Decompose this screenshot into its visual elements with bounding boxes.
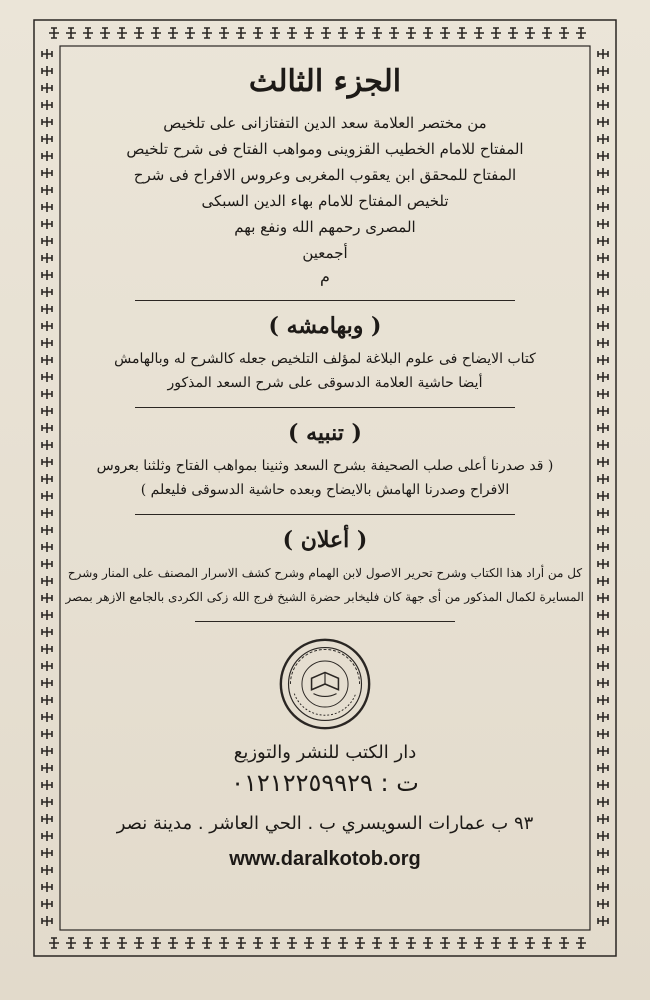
border-motif	[598, 219, 608, 229]
border-motif	[598, 83, 608, 93]
border-motif	[117, 28, 127, 38]
border-motif	[598, 610, 608, 620]
border-motif	[134, 938, 144, 948]
border-motif	[406, 938, 416, 948]
border-motif	[598, 814, 608, 824]
border-motif	[42, 49, 52, 59]
border-motif	[42, 644, 52, 654]
border-motif	[598, 576, 608, 586]
intro-line: أجمعين	[302, 244, 348, 262]
border-motif	[42, 780, 52, 790]
border-motif	[219, 28, 229, 38]
border-motif	[66, 938, 76, 948]
border-motif	[598, 508, 608, 518]
border-motif	[598, 899, 608, 909]
border-motif	[42, 474, 52, 484]
border-motif	[598, 457, 608, 467]
border-motif	[576, 938, 586, 948]
divider-rule	[135, 514, 515, 515]
border-motif	[287, 28, 297, 38]
border-motif	[576, 28, 586, 38]
border-motif	[598, 542, 608, 552]
border-motif	[598, 49, 608, 59]
border-motif	[598, 491, 608, 501]
border-motif	[598, 168, 608, 178]
border-motif	[42, 593, 52, 603]
border-motif	[49, 28, 59, 38]
border-motif	[372, 938, 382, 948]
border-motif	[598, 916, 608, 926]
intro-line: تلخيص المفتاح للامام بهاء الدين السبكى	[201, 192, 449, 210]
intro-line: من مختصر العلامة سعد الدين التفتازانى على تلخيص	[163, 114, 487, 132]
border-motif	[598, 695, 608, 705]
border-motif	[42, 899, 52, 909]
border-motif	[598, 644, 608, 654]
publisher-name: دار الكتب للنشر والتوزيع	[233, 742, 417, 763]
border-motif	[42, 440, 52, 450]
border-motif	[338, 28, 348, 38]
border-motif	[508, 938, 518, 948]
divider-rule	[135, 407, 515, 408]
border-motif	[42, 219, 52, 229]
border-motif	[42, 151, 52, 161]
border-motif	[598, 780, 608, 790]
border-motif	[134, 28, 144, 38]
border-motif	[559, 938, 569, 948]
border-motif	[42, 491, 52, 501]
border-motif	[321, 28, 331, 38]
border-motif	[423, 28, 433, 38]
border-motif	[598, 763, 608, 773]
border-motif	[42, 763, 52, 773]
publisher-stamp	[66, 636, 584, 732]
border-motif	[42, 168, 52, 178]
border-motif	[598, 66, 608, 76]
border-motif	[598, 100, 608, 110]
border-motif	[598, 151, 608, 161]
border-motif	[151, 938, 161, 948]
border-motif	[598, 729, 608, 739]
border-motif	[185, 938, 195, 948]
border-motif	[253, 28, 263, 38]
border-motif	[42, 372, 52, 382]
border-motif	[598, 746, 608, 756]
border-motif	[185, 28, 195, 38]
border-motif	[117, 938, 127, 948]
border-motif	[457, 28, 467, 38]
border-motif	[42, 865, 52, 875]
border-motif	[304, 28, 314, 38]
border-motif	[598, 678, 608, 688]
intro-line: المصرى رحمهم الله ونفع بهم	[234, 218, 416, 236]
border-motif	[42, 729, 52, 739]
border-motif	[598, 882, 608, 892]
border-motif	[42, 814, 52, 824]
border-motif	[440, 28, 450, 38]
border-motif	[474, 938, 484, 948]
border-motif	[598, 661, 608, 671]
border-motif	[42, 661, 52, 671]
border-motif	[598, 117, 608, 127]
border-motif	[236, 938, 246, 948]
border-motif	[598, 372, 608, 382]
border-motif	[338, 938, 348, 948]
border-motif	[372, 28, 382, 38]
border-motif	[42, 100, 52, 110]
border-motif	[42, 848, 52, 858]
border-motif	[42, 270, 52, 280]
announcement-heading: ( أعلان )	[282, 527, 368, 553]
border-motif	[42, 712, 52, 722]
border-motif	[83, 28, 93, 38]
border-motif	[355, 938, 365, 948]
intro-end-mark: م	[320, 267, 330, 286]
border-motif	[42, 321, 52, 331]
notice-line: الافراح وصدرنا الهامش بالايضاح وبعده حاشية الدسوقى فليعلم )	[140, 482, 510, 498]
border-motif	[42, 406, 52, 416]
title-page-content	[66, 52, 584, 932]
border-motif	[598, 304, 608, 314]
border-motif	[598, 440, 608, 450]
border-motif	[598, 797, 608, 807]
border-motif	[598, 848, 608, 858]
notice-heading: ( تنبيه )	[288, 420, 362, 446]
publisher-phone: ت : ٠١٢١٢٢٥٩٩٢٩	[231, 769, 419, 797]
border-motif	[42, 355, 52, 365]
border-motif	[42, 117, 52, 127]
border-motif	[598, 185, 608, 195]
border-motif	[42, 236, 52, 246]
border-motif	[598, 406, 608, 416]
border-motif	[219, 938, 229, 948]
border-motif	[598, 423, 608, 433]
border-motif	[100, 28, 110, 38]
margins-line: كتاب الايضاح فى علوم البلاغة لمؤلف التلخيص جعله كالشرح له وبالهامش	[114, 351, 536, 367]
border-motif	[304, 938, 314, 948]
border-motif	[389, 938, 399, 948]
border-motif	[559, 28, 569, 38]
border-motif	[42, 389, 52, 399]
border-motif	[42, 746, 52, 756]
border-motif	[474, 28, 484, 38]
border-motif	[42, 253, 52, 263]
border-motif	[598, 525, 608, 535]
border-motif	[491, 938, 501, 948]
border-motif	[42, 831, 52, 841]
publisher-address: ٩٣ ب عمارات السويسري ب . الحي العاشر . مدينة نصر	[116, 813, 534, 834]
border-motif	[598, 712, 608, 722]
announcement-line: كل من أراد هذا الكتاب وشرح تحرير الاصول لابن الهمام وشرح كشف الاسرار المصنف على المنار وشرح	[67, 566, 583, 580]
border-motif	[42, 916, 52, 926]
border-motif	[42, 610, 52, 620]
volume-title: الجزء الثالث	[248, 64, 402, 99]
border-motif	[42, 304, 52, 314]
border-motif	[42, 678, 52, 688]
border-motif	[42, 695, 52, 705]
border-motif	[42, 882, 52, 892]
border-motif	[151, 28, 161, 38]
border-motif	[598, 865, 608, 875]
border-motif	[598, 355, 608, 365]
border-motif	[83, 938, 93, 948]
border-motif	[42, 66, 52, 76]
notice-line: ( قد صدرنا أعلى صلب الصحيفة بشرح السعد وثنينا بمواهب الفتاح وثلثنا بعروس	[96, 458, 554, 474]
border-motif	[236, 28, 246, 38]
border-motif	[598, 474, 608, 484]
border-motif	[598, 321, 608, 331]
border-motif	[525, 28, 535, 38]
announcement-line: المسايرة لكمال المذكور من أى جهة كان فليخابر حضرة الشيخ فرج الله زكى الكردى بالجامع الازهر بمصر	[65, 590, 584, 604]
border-motif	[440, 938, 450, 948]
border-motif	[49, 938, 59, 948]
divider-rule	[195, 621, 455, 622]
border-motif	[42, 542, 52, 552]
border-motif	[508, 28, 518, 38]
border-motif	[355, 28, 365, 38]
border-motif	[457, 938, 467, 948]
divider-rule	[135, 300, 515, 301]
margins-line: أيضا حاشية العلامة الدسوقى على شرح السعد المذكور	[167, 375, 483, 391]
border-motif	[202, 28, 212, 38]
border-motif	[42, 287, 52, 297]
intro-block	[66, 110, 584, 288]
publisher-website[interactable]: www.daralkotob.org	[229, 848, 421, 870]
border-motif	[389, 28, 399, 38]
border-motif	[406, 28, 416, 38]
border-motif	[66, 28, 76, 38]
border-motif	[598, 389, 608, 399]
border-motif	[42, 134, 52, 144]
border-motif	[42, 797, 52, 807]
border-motif	[598, 627, 608, 637]
border-motif	[202, 938, 212, 948]
border-motif	[598, 202, 608, 212]
border-motif	[423, 938, 433, 948]
border-motif	[270, 938, 280, 948]
border-motif	[598, 593, 608, 603]
border-motif	[42, 457, 52, 467]
border-motif	[42, 185, 52, 195]
border-motif	[321, 938, 331, 948]
border-motif	[598, 831, 608, 841]
border-motif	[270, 28, 280, 38]
border-motif	[525, 938, 535, 948]
intro-line: المفتاح للمحقق ابن يعقوب المغربى وعروس الافراح فى شرح	[133, 166, 517, 184]
border-motif	[598, 253, 608, 263]
border-motif	[253, 938, 263, 948]
border-motif	[42, 559, 52, 569]
border-motif	[168, 28, 178, 38]
border-motif	[598, 559, 608, 569]
border-motif	[168, 938, 178, 948]
border-motif	[542, 28, 552, 38]
border-motif	[42, 202, 52, 212]
border-motif	[598, 270, 608, 280]
border-motif	[598, 287, 608, 297]
border-motif	[42, 83, 52, 93]
border-motif	[598, 338, 608, 348]
border-motif	[42, 508, 52, 518]
border-motif	[42, 423, 52, 433]
border-motif	[42, 627, 52, 637]
margins-heading: ( وبهامشه )	[268, 313, 382, 339]
border-motif	[42, 576, 52, 586]
border-motif	[598, 134, 608, 144]
border-motif	[287, 938, 297, 948]
intro-line: المفتاح للامام الخطيب القزوينى ومواهب الفتاح فى شرح تلخيص	[126, 140, 524, 158]
border-motif	[42, 338, 52, 348]
border-motif	[598, 236, 608, 246]
border-motif	[100, 938, 110, 948]
border-motif	[42, 525, 52, 535]
stamp-seal-icon	[277, 636, 373, 732]
border-motif	[491, 28, 501, 38]
border-motif	[542, 938, 552, 948]
